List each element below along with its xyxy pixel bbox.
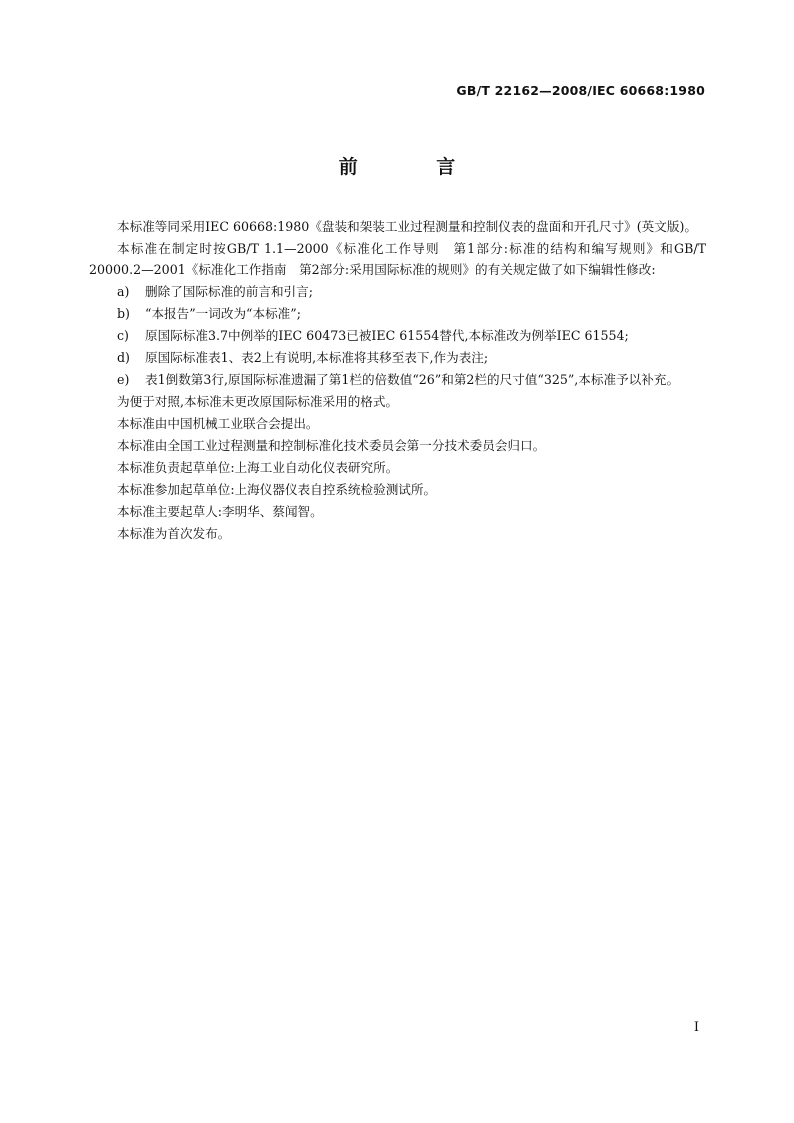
standard-code: GB/T 22162—2008/IEC 60668:1980 xyxy=(456,83,705,98)
page-title: 前 言 xyxy=(338,156,492,178)
paragraph: 本标准为首次发布。 xyxy=(117,525,231,541)
paragraph: 本标准负责起草单位:上海工业自动化仪表研究所。 xyxy=(117,459,399,475)
paragraph: 本标准在制定时按GB/T 1.1—2000《标准化工作导则 第1部分:标准的结构和编写规则》和GB/T 20000.2—2001《标准化工作指南 第2部分:采用国际标准的规则》的有关规定做了如下编辑性修改: xyxy=(89,241,706,277)
page-number: I xyxy=(693,1020,699,1035)
list-item-label: c) xyxy=(117,327,129,343)
list-item-text: 删除了国际标准的前言和引言; xyxy=(145,283,313,299)
paragraph: 本标准由全国工业过程测量和控制标准化技术委员会第一分技术委员会归口。 xyxy=(117,437,546,453)
paragraph: 本标准由中国机械工业联合会提出。 xyxy=(117,415,319,431)
list-item-text: “本报告”一词改为“本标准”; xyxy=(145,305,301,321)
foreword-body xyxy=(89,217,706,546)
list-item xyxy=(89,370,706,391)
list-item-label: e) xyxy=(117,371,130,387)
paragraph: 为便于对照,本标准未更改原国际标准采用的格式。 xyxy=(117,393,399,409)
list-item xyxy=(89,282,706,303)
list-item xyxy=(89,348,706,369)
list-item-label: b) xyxy=(117,305,130,321)
paragraph: 本标准等同采用IEC 60668:1980《盘装和架装工业过程测量和控制仪表的盘面和开孔尺寸》(英文版)。 xyxy=(117,219,697,234)
list-item-label: a) xyxy=(117,283,130,299)
paragraph: 本标准参加起草单位:上海仪器仪表自控系统检验测试所。 xyxy=(117,481,437,497)
list-item xyxy=(89,304,706,325)
list-item-label: d) xyxy=(117,349,130,365)
list-item xyxy=(89,326,706,347)
list-item-text: 表1倒数第3行,原国际标准遗漏了第1栏的倍数值“26”和第2栏的尺寸值“325”,本标准予以补充。 xyxy=(145,371,680,387)
list-item-text: 原国际标准表1、表2上有说明,本标准将其移至表下,作为表注; xyxy=(145,349,489,365)
paragraph: 本标准主要起草人:李明华、蔡闻智。 xyxy=(117,503,323,519)
list-item-text: 原国际标准3.7中例举的IEC 60473已被IEC 61554替代,本标准改为例举IEC 61554; xyxy=(145,327,629,343)
